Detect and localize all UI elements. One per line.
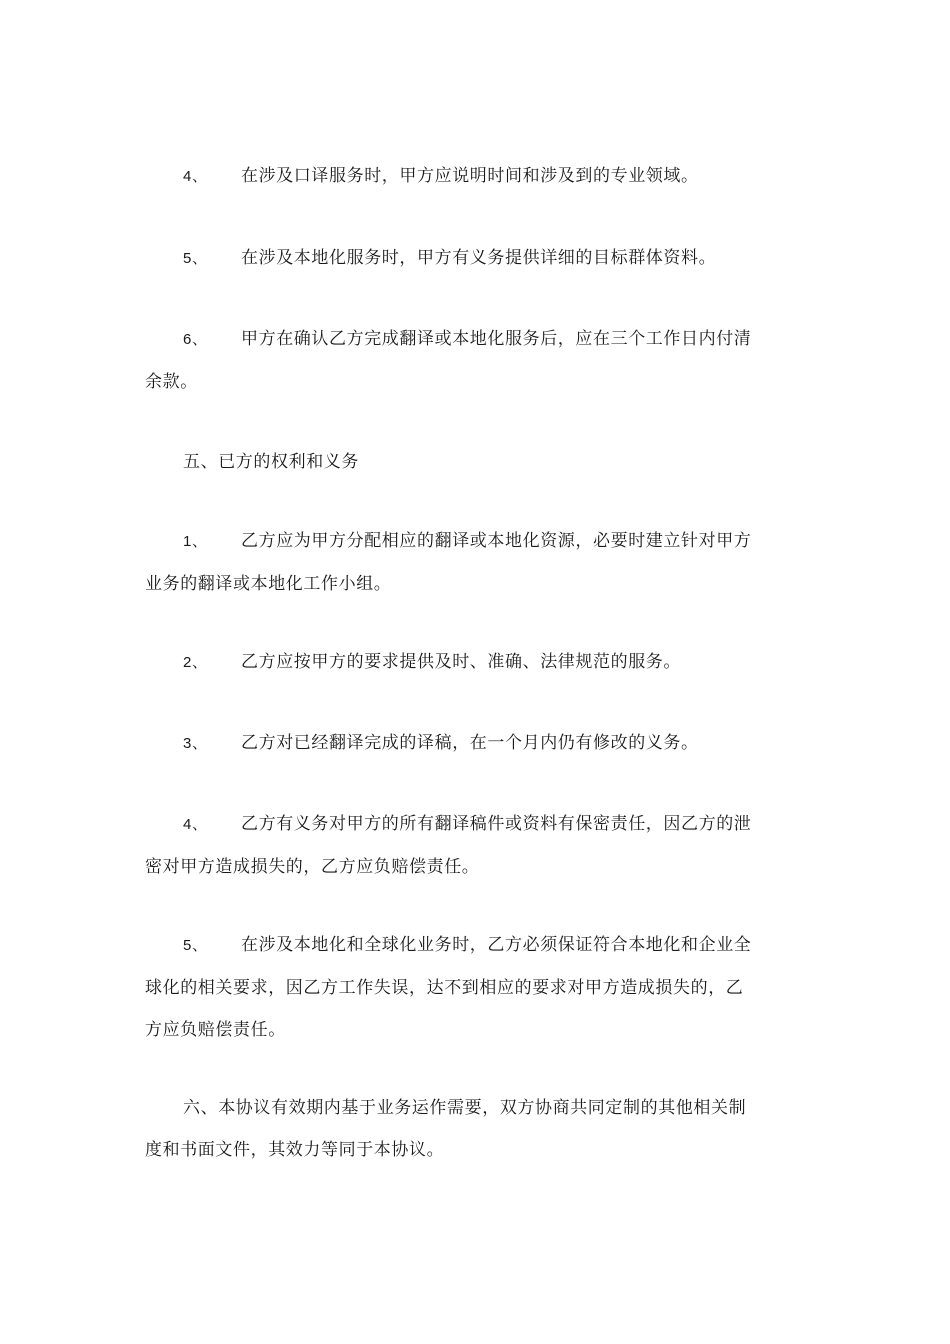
clause-number: 5、 bbox=[183, 250, 208, 267]
clause-text: 乙方应按甲方的要求提供及时、准确、法律规范的服务。 bbox=[241, 652, 681, 672]
clause-number: 1、 bbox=[183, 533, 208, 550]
clause-4-interpretation bbox=[145, 155, 805, 198]
section-title: 五、已方的权利和义务 bbox=[183, 452, 359, 472]
clause-text-continued: 方应负赔偿责任。 bbox=[145, 1020, 286, 1040]
clause-text: 六、本协议有效期内基于业务运作需要，双方协商共同定制的其他相关制 bbox=[183, 1098, 747, 1118]
clause-text: 在涉及本地化和全球化业务时，乙方必须保证符合本地化和企业全 bbox=[241, 935, 752, 955]
clause-text: 在涉及本地化服务时，甲方有义务提供详细的目标群体资料。 bbox=[241, 248, 717, 268]
clause-text: 乙方对已经翻译完成的译稿，在一个月内仍有修改的义务。 bbox=[241, 733, 699, 753]
party-b-clause-3 bbox=[145, 722, 805, 765]
clause-number: 2、 bbox=[183, 654, 208, 671]
clause-number: 6、 bbox=[183, 331, 208, 348]
clause-text: 乙方有义务对甲方的所有翻译稿件或资料有保密责任，因乙方的泄 bbox=[241, 814, 752, 834]
party-b-clause-5 bbox=[145, 924, 805, 1051]
party-b-clause-4 bbox=[145, 803, 805, 888]
clause-text: 乙方应为甲方分配相应的翻译或本地化资源，必要时建立针对甲方 bbox=[241, 531, 752, 551]
clause-text-continued: 度和书面文件，其效力等同于本协议。 bbox=[145, 1140, 445, 1160]
party-b-clause-2 bbox=[145, 641, 805, 684]
party-b-clause-1 bbox=[145, 520, 805, 605]
clause-text-continued: 密对甲方造成损失的，乙方应负赔偿责任。 bbox=[145, 857, 480, 877]
clause-number: 4、 bbox=[183, 816, 208, 833]
clause-number: 4、 bbox=[183, 168, 208, 185]
clause-text: 甲方在确认乙方完成翻译或本地化服务后，应在三个工作日内付清 bbox=[241, 329, 752, 349]
section-six-clause bbox=[145, 1087, 805, 1171]
clause-number: 5、 bbox=[183, 937, 208, 954]
section-heading-five bbox=[145, 441, 805, 483]
clause-number: 3、 bbox=[183, 735, 208, 752]
clause-text-continued: 球化的相关要求，因乙方工作失误，达不到相应的要求对甲方造成损失的，乙 bbox=[145, 978, 744, 998]
clause-6-payment bbox=[145, 318, 805, 403]
clause-text: 在涉及口译服务时，甲方应说明时间和涉及到的专业领域。 bbox=[241, 166, 699, 186]
clause-text-continued: 业务的翻译或本地化工作小组。 bbox=[145, 574, 392, 594]
clause-5-localization bbox=[145, 237, 805, 280]
clause-text-continued: 余款。 bbox=[145, 372, 198, 392]
